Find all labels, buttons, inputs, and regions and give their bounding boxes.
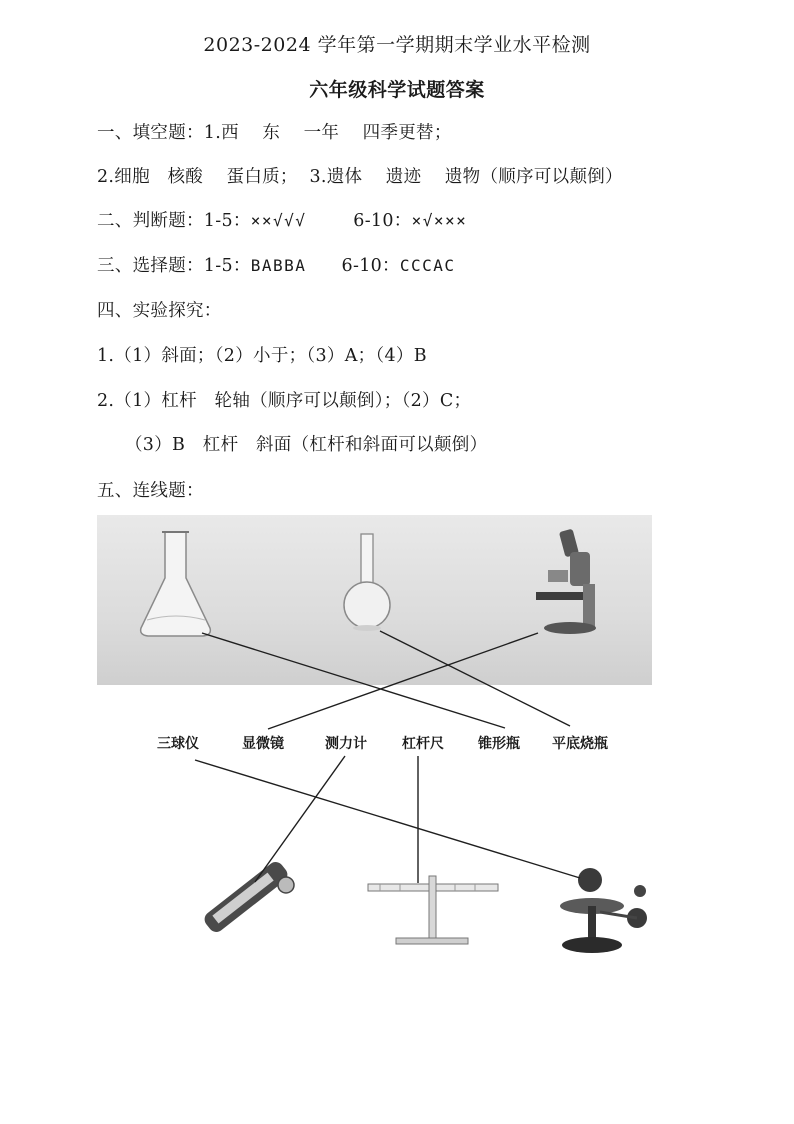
label-orrery: 三球仪 [157, 736, 199, 752]
true-false-6-10: ×√××× [411, 211, 468, 230]
label-conical-flask: 锥形瓶 [478, 736, 520, 752]
lab-equipment-photo [97, 515, 652, 685]
spring-scale-icon [201, 859, 294, 935]
label-flat-bottom-flask: 平底烧瓶 [552, 736, 608, 752]
label-microscope: 显微镜 [242, 736, 284, 752]
choice-1-5: BABBA [250, 256, 307, 275]
true-false-answers [97, 207, 467, 232]
label-spring-scale: 测力计 [325, 736, 367, 752]
experiment-answer-1: 1.（1）斜面；（2）小于；（3）A；（4）B [97, 346, 427, 366]
true-false-label: 二、判断题：1-5： [97, 211, 251, 231]
experiment-heading: 四、实验探究： [97, 301, 222, 321]
choice-6-10: CCCAC [399, 256, 456, 275]
exam-title: 2023-2024 学年第一学期期末学业水平检测 [203, 34, 591, 56]
label-lever-ruler: 杠杆尺 [402, 736, 444, 752]
choice-answers [97, 252, 456, 277]
experiment-answer-2-cont: （3）B 杠杆 斜面（杠杆和斜面可以颠倒） [125, 435, 488, 455]
fill-in-answers-1: 一、填空题：1.西 东 一年 四季更替； [97, 123, 452, 143]
true-false-1-5: ××√√√ [250, 211, 307, 230]
true-false-6-10-label: 6-10： [353, 211, 412, 231]
answer-key-title: 六年级科学试题答案 [309, 79, 485, 101]
orrery-icon [560, 868, 647, 953]
fill-in-answers-2: 2.细胞 核酸 蛋白质； 3.遗体 遗迹 遗物（顺序可以颠倒） [97, 167, 623, 187]
choice-6-10-label: 6-10： [341, 256, 400, 276]
lever-ruler-icon [368, 876, 498, 944]
line-spring-scale [255, 756, 345, 882]
choice-label: 三、选择题：1-5： [97, 256, 251, 276]
experiment-answer-2: 2.（1）杠杆 轮轴（顺序可以颠倒）；（2）C； [97, 391, 472, 411]
matching-heading: 五、连线题： [97, 481, 204, 501]
line-orrery [195, 760, 580, 878]
